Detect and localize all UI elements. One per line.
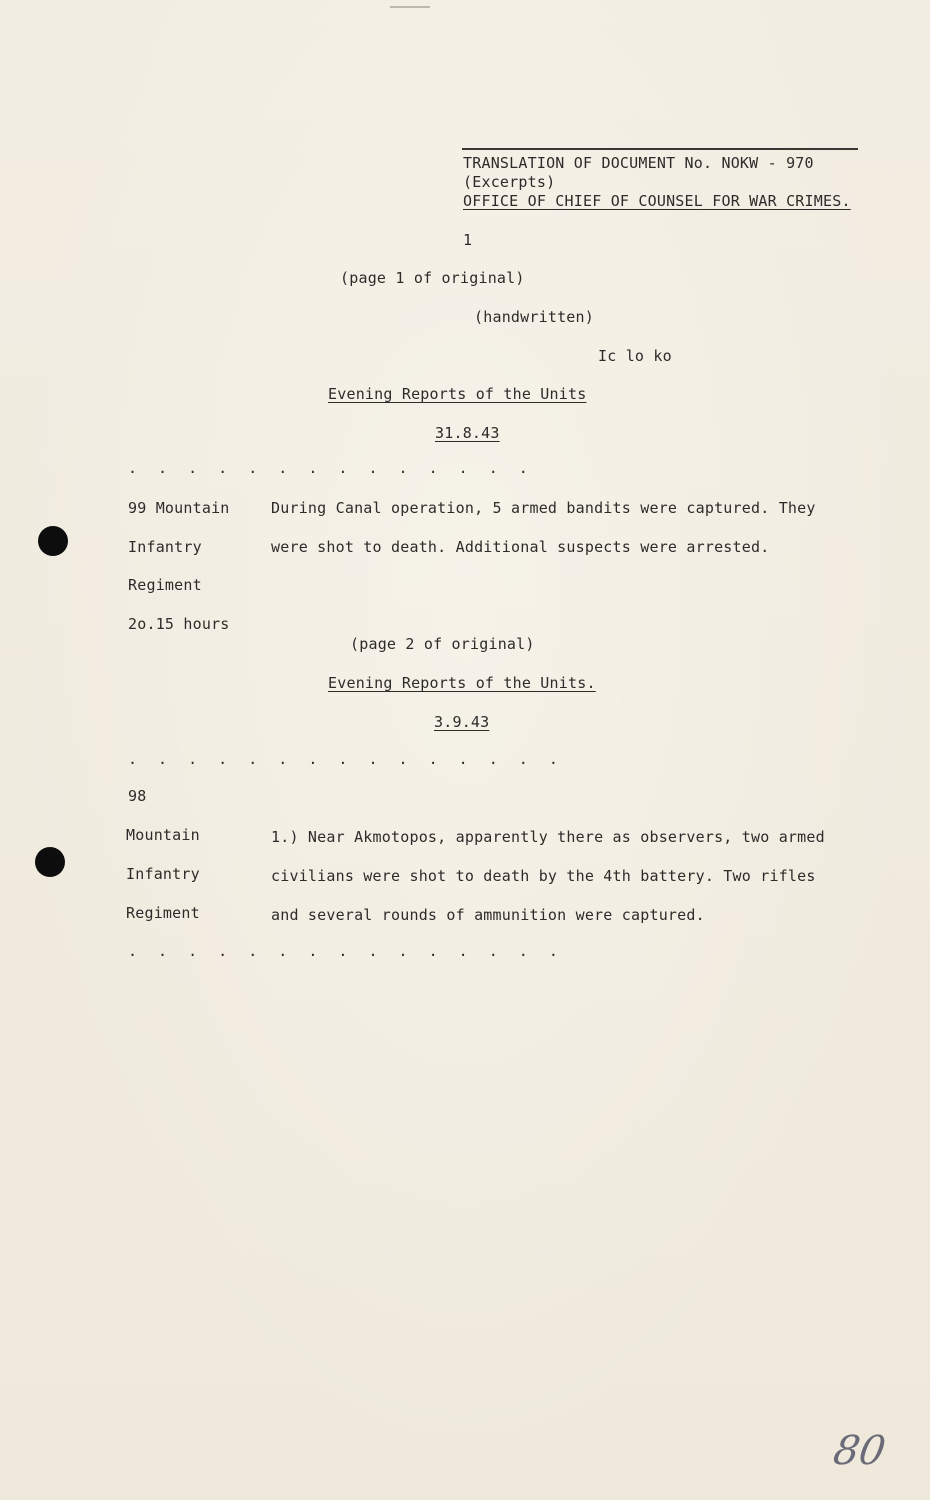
handwritten-page-number: 80: [829, 1428, 889, 1474]
page1-report-line-1: During Canal operation, 5 armed bandits were captured. They: [271, 499, 816, 517]
page2-date: 3.9.43: [434, 713, 490, 731]
page2-original-note: (page 2 of original): [350, 635, 535, 653]
page2-unit-line-3: Infantry: [126, 865, 200, 883]
page2-report-line-3: and several rounds of ammunition were captured.: [271, 906, 705, 924]
page2-title: Evening Reports of the Units.: [328, 674, 596, 692]
page1-original-note: (page 1 of original): [340, 269, 525, 287]
header-top-rule: [462, 148, 858, 150]
page2-report-line-2: civilians were shot to death by the 4th battery. Two rifles: [271, 867, 816, 885]
page1-unit-line-4: 2o.15 hours: [128, 615, 230, 633]
sheet-number: 1: [463, 231, 473, 249]
page1-unit-line-2: Infantry: [128, 538, 202, 556]
page1-report-line-2: were shot to death. Additional suspects were arrested.: [271, 538, 770, 556]
page1-date: 31.8.43: [435, 424, 500, 442]
page2-unit-line-4: Regiment: [126, 904, 200, 922]
page2-dots-separator-bottom: . . . . . . . . . . . . . . .: [128, 942, 564, 960]
page1-unit-line-3: Regiment: [128, 576, 202, 594]
header-title: TRANSLATION OF DOCUMENT No. NOKW - 970: [463, 154, 814, 172]
page2-report-line-1: 1.) Near Akmotopos, apparently there as observers, two armed: [271, 828, 825, 846]
punch-hole-bottom: [35, 847, 65, 877]
page2-dots-separator-top: . . . . . . . . . . . . . . .: [128, 750, 564, 768]
page1-title: Evening Reports of the Units: [328, 385, 587, 403]
handwritten-value: Ic lo ko: [598, 347, 672, 365]
staple-mark: [390, 0, 430, 8]
header-subtitle: (Excerpts): [463, 173, 556, 191]
page1-dots-separator: . . . . . . . . . . . . . .: [128, 459, 534, 477]
page2-unit-line-1: 98: [128, 787, 147, 805]
header-office: OFFICE OF CHIEF OF COUNSEL FOR WAR CRIMES.: [463, 192, 851, 210]
handwritten-note: (handwritten): [474, 308, 594, 326]
page2-unit-line-2: Mountain: [126, 826, 200, 844]
page1-unit-line-1: 99 Mountain: [128, 499, 230, 517]
punch-hole-top: [38, 526, 68, 556]
